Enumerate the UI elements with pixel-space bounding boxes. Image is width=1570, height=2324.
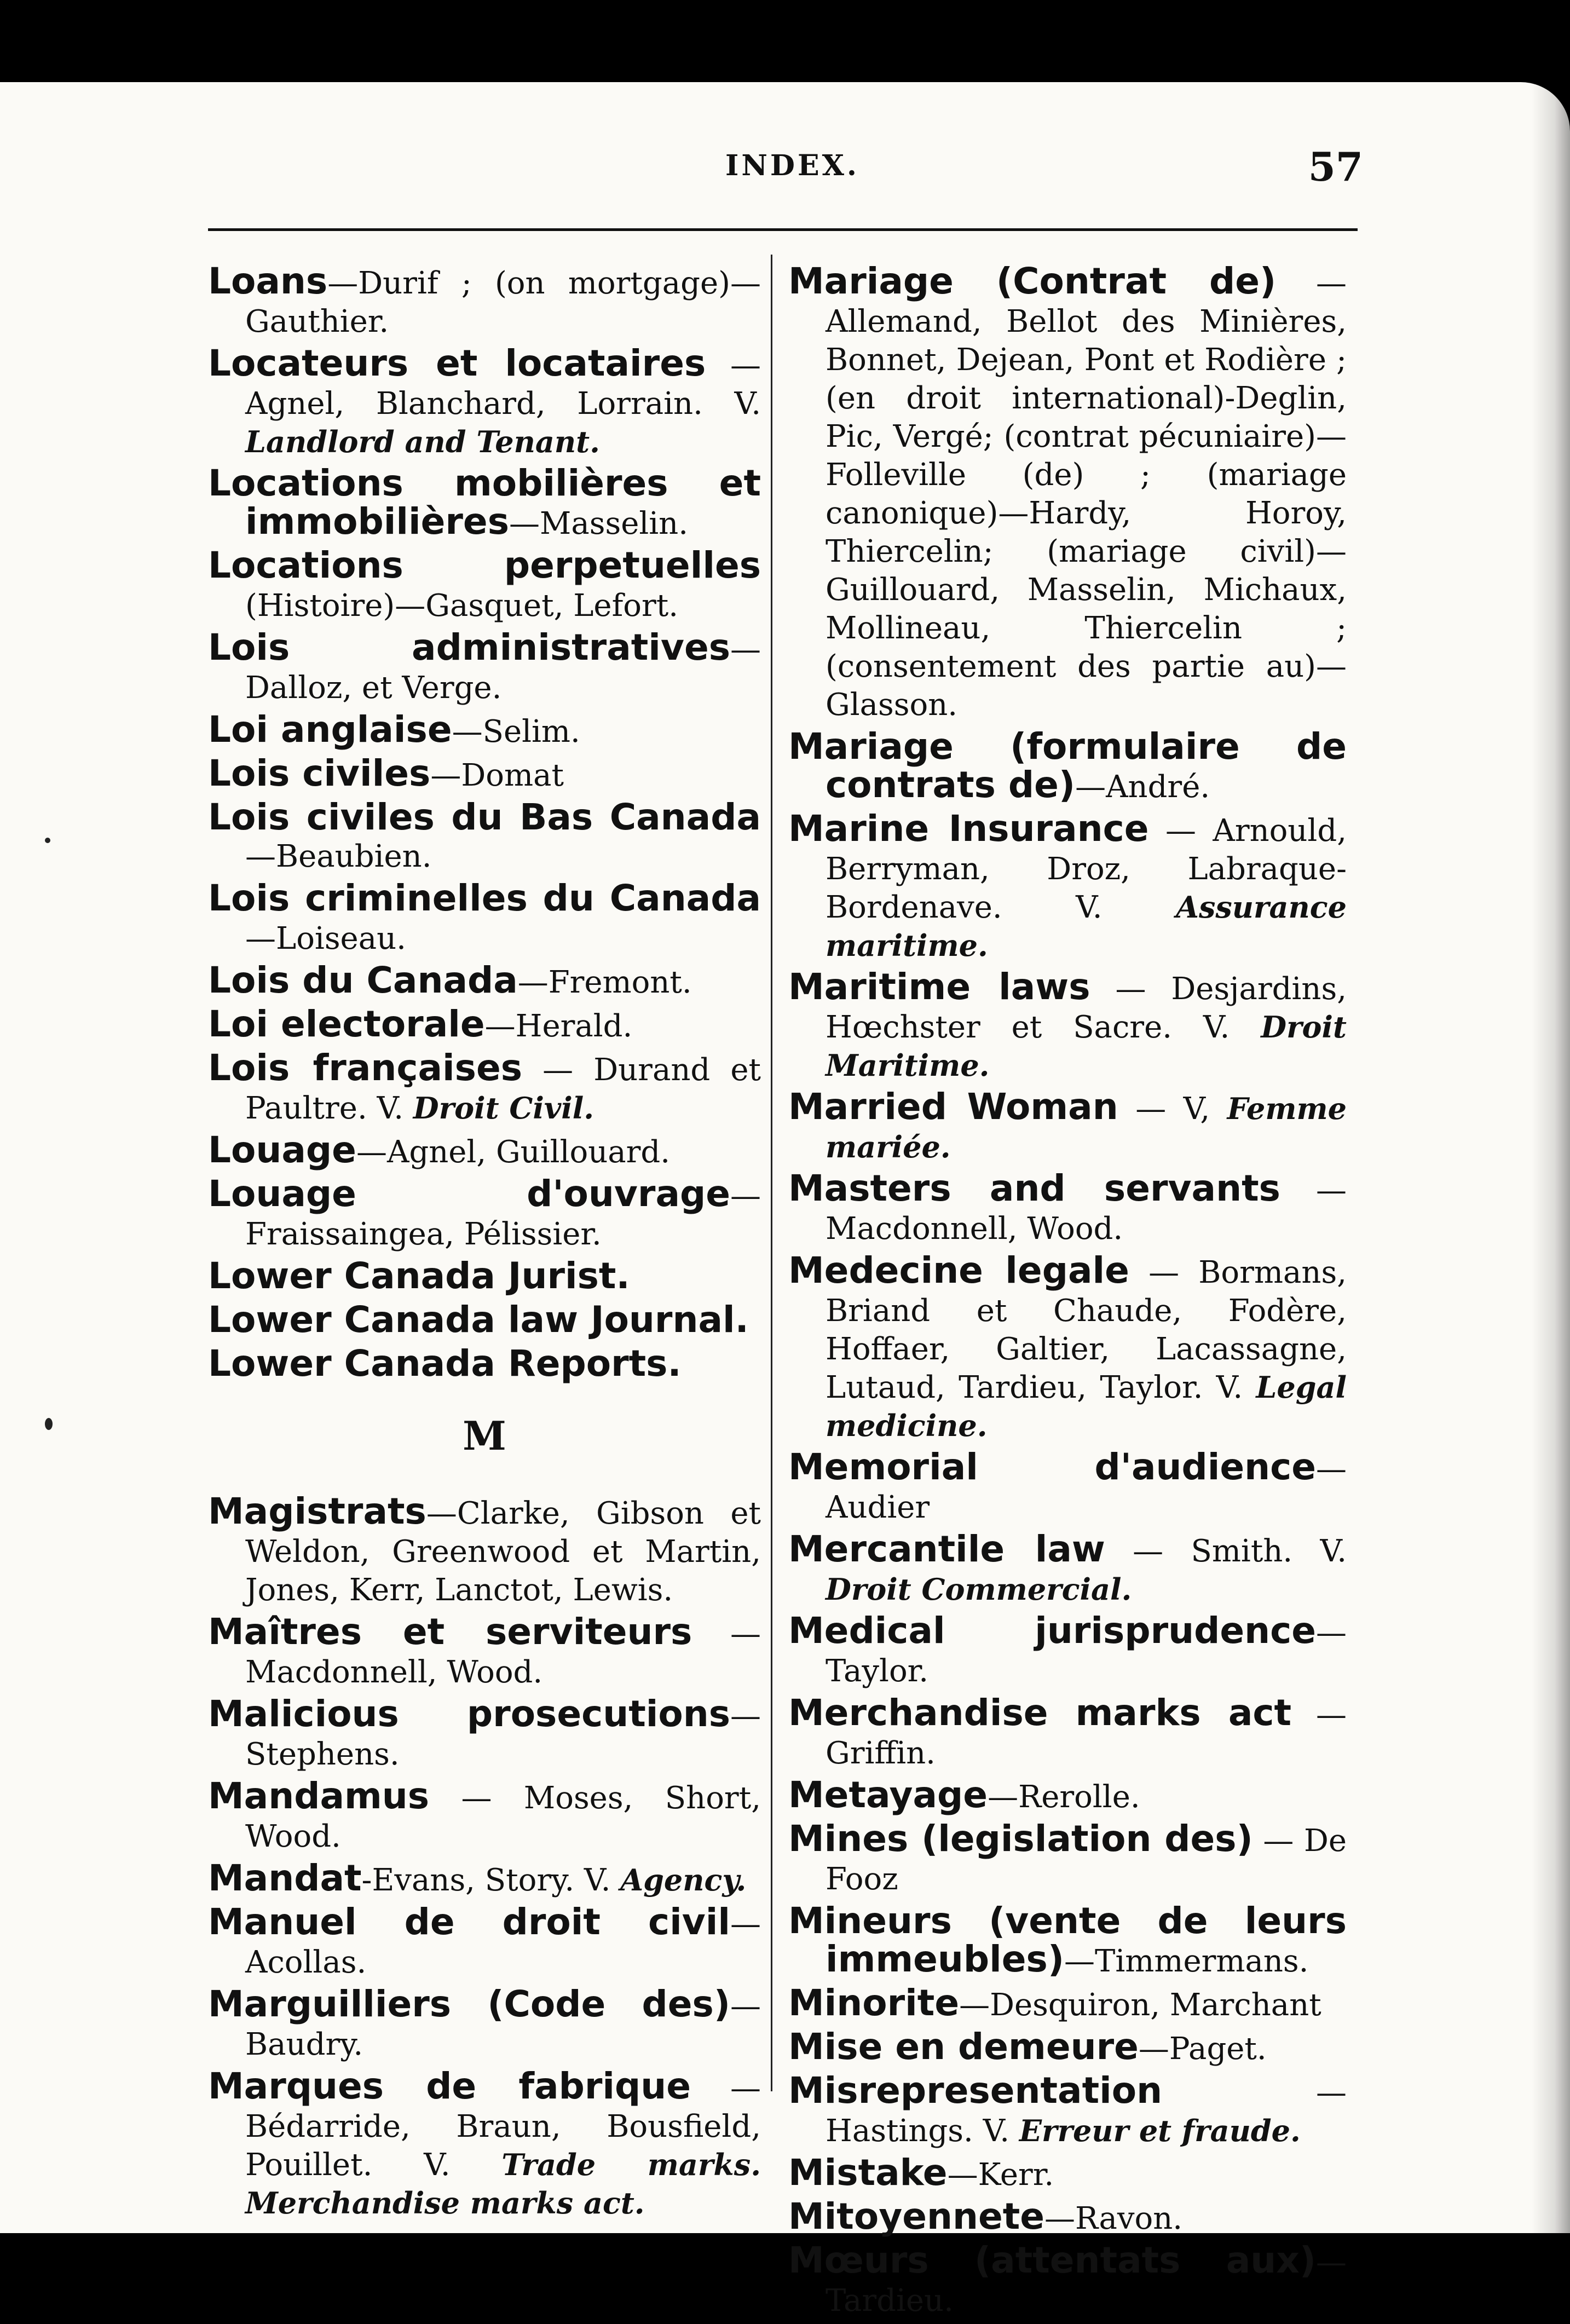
- index-entry: [788, 2028, 1347, 2068]
- entry-authors: —Baudry.: [245, 1988, 761, 2062]
- index-entry: [208, 2065, 761, 2222]
- entry-authors: —Ravon.: [1044, 2201, 1183, 2236]
- entry-heading: Mise en demeure: [788, 2026, 1139, 2068]
- index-entry: [208, 544, 761, 625]
- index-entry: [788, 1088, 1347, 1166]
- entry-see-also: Trade marks. Merchandise marks act.: [245, 2147, 761, 2221]
- index-entry: [208, 1175, 761, 1253]
- column-divider: [771, 255, 772, 2091]
- index-entry: [788, 1982, 1347, 2024]
- index-entry: [788, 2239, 1347, 2320]
- entry-see-also: Droit Maritime.: [826, 1010, 1347, 1083]
- entry-heading: Lois administratives: [208, 626, 730, 668]
- entry-heading: Manuel de droit civil: [208, 1901, 730, 1943]
- index-entry: [208, 1342, 761, 1385]
- index-entry: [208, 1983, 761, 2063]
- entry-heading: Mariage (Contrat de): [788, 260, 1277, 302]
- entry-authors: — Bédarride, Braun, Bousfield, Pouillet. V.: [245, 2071, 761, 2183]
- entry-authors: —Tardieu.: [826, 2245, 1347, 2319]
- entry-heading: Lower Canada law Journal.: [208, 1299, 749, 1341]
- entry-heading: Mineurs (vente de leurs immeubles): [788, 1900, 1347, 1980]
- index-entry: [208, 1613, 761, 1691]
- entry-authors: —Loiseau.: [245, 921, 406, 956]
- entry-heading: Metayage: [788, 1774, 988, 1816]
- entry-authors: —Kerr.: [947, 2157, 1054, 2193]
- entry-authors: — Dalloz, et Verge.: [245, 632, 761, 706]
- header-title: INDEX.: [725, 149, 860, 182]
- entry-heading: Medical jurisprudence: [788, 1610, 1316, 1652]
- entry-heading: Marine Insurance: [788, 808, 1149, 850]
- entry-see-also: Erreur et fraude.: [1019, 2113, 1301, 2148]
- entry-heading: Lower Canada Reports.: [208, 1342, 682, 1385]
- entry-heading: Mandamus: [208, 1775, 430, 1817]
- entry-authors: —Durif ; (on mortgage)—Gauthier.: [245, 266, 761, 339]
- entry-heading: Memorial d'audience: [788, 1446, 1316, 1488]
- entry-authors: — Desjardins, Hœchster et Sacre. V.: [826, 971, 1347, 1045]
- entry-heading: Lois civiles du Bas Canada: [208, 796, 761, 838]
- left-column: [208, 260, 761, 2226]
- entry-heading: Medecine legale: [788, 1249, 1129, 1291]
- entry-authors: — Agnel, Blanchard, Lorrain. V.: [245, 348, 761, 422]
- entry-heading: Marguilliers (Code des): [208, 1983, 730, 2025]
- entry-authors: —André.: [1075, 769, 1210, 805]
- entry-authors: —Agnel, Guillouard.: [356, 1134, 671, 1170]
- entry-heading: Minorite: [788, 1982, 960, 2024]
- entry-authors: —Selim.: [452, 714, 580, 749]
- index-entry: [788, 1446, 1347, 1526]
- index-entry: [788, 2069, 1347, 2150]
- index-entry: [208, 260, 761, 341]
- index-entry: [788, 725, 1347, 806]
- entry-heading: Mercantile law: [788, 1528, 1105, 1570]
- entry-heading: Louage d'ouvrage: [208, 1173, 730, 1215]
- entry-authors: —Paget.: [1138, 2031, 1267, 2067]
- entry-authors: — V,: [1118, 1091, 1227, 1127]
- index-entry: [788, 260, 1347, 724]
- index-entry: [208, 1255, 761, 1297]
- index-entry: [208, 462, 761, 543]
- entry-heading: Malicious prosecutions: [208, 1693, 730, 1735]
- entry-authors: — Macdonnell, Wood.: [826, 1173, 1347, 1247]
- entry-authors: —Beaubien.: [245, 839, 432, 874]
- entry-heading: Magistrats: [208, 1490, 426, 1532]
- entry-heading: Loans: [208, 260, 328, 302]
- index-entry: [208, 1301, 761, 1341]
- index-entry: [208, 342, 761, 460]
- index-entry: [208, 1490, 761, 1609]
- entry-authors: — Moses, Short, Wood.: [245, 1780, 761, 1854]
- entry-heading: Lois civiles: [208, 752, 431, 794]
- entry-authors: —Masselin.: [509, 506, 689, 541]
- entry-authors: —Desquiron, Marchant: [959, 1987, 1321, 2023]
- entry-heading: Locations perpetuelles: [208, 544, 761, 586]
- section-letter: M: [463, 1412, 506, 1459]
- entry-authors: (Histoire)—Gasquet, Lefort.: [245, 588, 679, 624]
- entry-authors: —Domat: [430, 758, 564, 793]
- index-entry: [788, 1612, 1347, 1690]
- entry-authors: —Hastings. V.: [826, 2075, 1347, 2149]
- left-entries-l: [208, 260, 761, 1385]
- index-entry: [788, 1820, 1347, 1898]
- margin-speck: [45, 838, 50, 843]
- entry-authors: — Griffin.: [826, 1697, 1347, 1771]
- entry-authors: —Audier: [826, 1451, 1347, 1525]
- index-entry: [208, 708, 761, 751]
- index-entry: [208, 1129, 761, 1171]
- entry-heading: Louage: [208, 1129, 356, 1171]
- entry-authors: —Fremont.: [517, 965, 692, 1000]
- entry-heading: Lois criminelles du Canada: [208, 877, 761, 919]
- entry-see-also: Assurance maritime.: [826, 890, 1347, 963]
- entry-see-also: Agency.: [620, 1862, 747, 1898]
- index-entry: [788, 1528, 1347, 1608]
- index-entry: [788, 1249, 1347, 1444]
- entry-authors: —Herald.: [484, 1008, 633, 1044]
- entry-heading: Misrepresentation: [788, 2069, 1163, 2112]
- entry-authors: — De Fooz: [826, 1823, 1347, 1897]
- book-page: [0, 82, 1570, 2319]
- margin-speck: [45, 1418, 53, 1430]
- index-entry: [788, 2154, 1347, 2194]
- index-entry: [788, 1774, 1347, 1816]
- entry-heading: Locations mobilières et immobilières: [208, 462, 761, 543]
- left-entries-m: [208, 1490, 761, 2222]
- entry-heading: Mœurs (attentats aux): [788, 2239, 1316, 2281]
- entry-authors: —Timmermans.: [1064, 1944, 1309, 1979]
- index-entry: [208, 959, 761, 1001]
- index-entry: [208, 1857, 761, 1899]
- entry-heading: Maîtres et serviteurs: [208, 1611, 692, 1653]
- index-entry: [208, 626, 761, 707]
- entry-heading: Masters and servants: [788, 1167, 1280, 1209]
- index-entry: [208, 752, 761, 794]
- index-entry: [788, 2195, 1347, 2238]
- entry-heading: Loi electorale: [208, 1003, 485, 1045]
- entry-authors: —Clarke, Gibson et Weldon, Greenwood et Martin, Jones, Kerr, Lanctot, Lewis.: [245, 1496, 761, 1608]
- entry-authors: —Rerolle.: [988, 1779, 1140, 1815]
- entry-heading: Loi anglaise: [208, 708, 452, 751]
- entry-heading: Married Woman: [788, 1086, 1118, 1128]
- entry-heading: Merchandise marks act: [788, 1692, 1292, 1734]
- entry-heading: Mitoyennete: [788, 2195, 1045, 2238]
- index-entry: [788, 968, 1347, 1084]
- entry-heading: Marques de fabrique: [208, 2065, 691, 2107]
- entry-heading: Mistake: [788, 2152, 948, 2194]
- entry-see-also: Legal medicine.: [826, 1370, 1347, 1443]
- entry-authors: — Durand et Paultre. V.: [245, 1052, 761, 1126]
- entry-authors: —Fraissaingea, Pélissier.: [245, 1178, 761, 1252]
- index-entry: [208, 1003, 761, 1045]
- entry-authors: — Allemand, Bellot des Minières, Bonnet, Dejean, Pont et Rodière ; (en droit international)-Deglin, Pic, Vergé; (contrat pécuniaire)—Folleville (de) ; (mariage canonique)—Hardy, Horoy, Thiercelin; (mariage civil)—Guillouard, Masselin, Michaux, Mollineau, Thiercelin ; (consentement des partie au)—Glasson.: [826, 266, 1347, 723]
- entry-heading: Locateurs et locataires: [208, 342, 706, 384]
- index-entry: [788, 1694, 1347, 1772]
- index-entry: [208, 1901, 761, 1981]
- entry-authors: — Bormans, Briand et Chaude, Fodère, Hoffaer, Galtier, Lacassagne, Lutaud, Tardieu, Taylor. V.: [826, 1255, 1347, 1405]
- entry-authors: — Macdonnell, Wood.: [245, 1616, 761, 1690]
- right-entries: [788, 260, 1347, 2320]
- right-column: [788, 260, 1347, 2324]
- page-number: 57: [1308, 143, 1363, 190]
- index-entry: [208, 877, 761, 958]
- entry-authors: — Arnould, Berryman, Droz, Labraque-Bordenave. V.: [826, 813, 1347, 925]
- entry-heading: Lois françaises: [208, 1047, 522, 1089]
- entry-see-also: Landlord and Tenant.: [245, 424, 600, 459]
- entry-heading: Lower Canada Jurist.: [208, 1255, 630, 1297]
- entry-authors: — Smith. V.: [1105, 1533, 1347, 1569]
- index-entry: [208, 796, 761, 875]
- entry-heading: Mines (legislation des): [788, 1818, 1253, 1860]
- entry-heading: Lois du Canada: [208, 959, 518, 1001]
- index-entry: [788, 1902, 1347, 1980]
- entry-authors: -Evans, Story. V.: [361, 1862, 621, 1898]
- index-entry: [788, 1167, 1347, 1248]
- entry-heading: Maritime laws: [788, 966, 1090, 1008]
- page-edge-shadow: [1532, 82, 1570, 2233]
- index-entry: [788, 810, 1347, 964]
- entry-authors: —Taylor.: [826, 1615, 1347, 1689]
- entry-see-also: Femme mariée.: [826, 1091, 1347, 1164]
- entry-heading: Mandat: [208, 1857, 362, 1899]
- entry-heading: Mariage (formulaire de contrats de): [788, 725, 1347, 806]
- entry-authors: —Acollas.: [245, 1906, 761, 1980]
- index-entry: [208, 1775, 761, 1855]
- entry-authors: —Stephens.: [245, 1698, 761, 1772]
- entry-see-also: Droit Civil.: [413, 1091, 594, 1126]
- index-entry: [208, 1693, 761, 1773]
- running-header: [208, 143, 1363, 198]
- entry-see-also: Droit Commercial.: [826, 1572, 1132, 1607]
- index-entry: [208, 1049, 761, 1127]
- header-rule: [208, 228, 1358, 231]
